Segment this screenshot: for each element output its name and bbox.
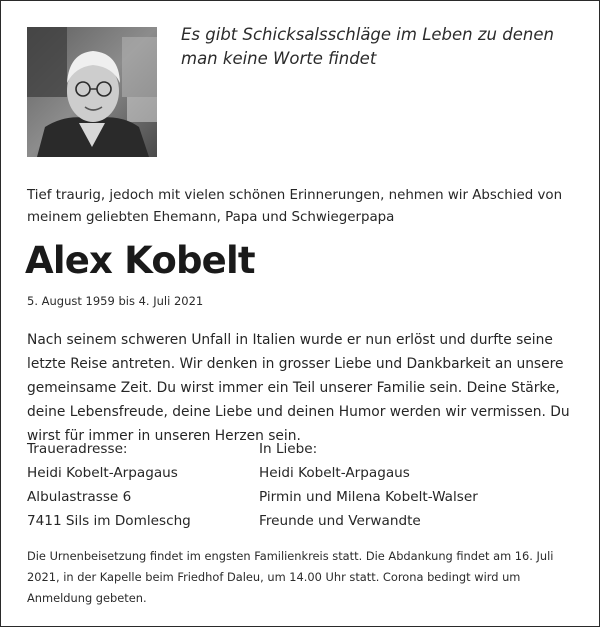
deceased-name: Alex Kobelt (25, 239, 255, 282)
quote-text: Es gibt Schicksalsschläge im Leben zu denen man keine Worte findet (181, 25, 554, 68)
in-love-line: Heidi Kobelt-Arpagaus (259, 465, 410, 481)
body-text: Nach seinem schweren Unfall in Italien wurde er nun erlöst und durfte seine letzte Reise antreten. Wir denken in grosser Liebe und Dankbarkeit an unsere gemeinsame Zeit. Du wirst immer ein Teil unserer Familie sein. Deine Stärke, deine Lebensfreude, deine Liebe und deinen Humor werden wir vermissen. Du wirst für immer in unseren Herzen sein. (27, 332, 570, 444)
in-love-line: Freunde und Verwandte (259, 513, 421, 529)
in-love-heading: In Liebe: (259, 441, 318, 457)
mourning-address-line: Albulastrasse 6 (27, 489, 132, 505)
mourning-address-heading: Traueradresse: (27, 441, 128, 457)
funeral-notice: Die Urnenbeisetzung findet im engsten Familienkreis statt. Die Abdankung findet am 16. Juli 2021, in der Kapelle beim Friedhof Daleu, um 14.00 Uhr statt. Corona bedingt wird um Anmeldung gebeten. (27, 549, 554, 605)
mourning-address-block (27, 437, 247, 533)
life-dates: 5. August 1959 bis 4. Juli 2021 (27, 294, 204, 308)
portrait-image (27, 27, 157, 157)
mourning-address-line: 7411 Sils im Domleschg (27, 513, 191, 529)
mourning-address-line: Heidi Kobelt-Arpagaus (27, 465, 178, 481)
intro-text: Tief traurig, jedoch mit vielen schönen Erinnerungen, nehmen wir Abschied von meinem geliebten Ehemann, Papa und Schwiegerpapa (27, 188, 563, 225)
in-love-block (259, 437, 589, 533)
in-love-line: Pirmin und Milena Kobelt-Walser (259, 489, 478, 505)
portrait-photo (27, 27, 157, 157)
